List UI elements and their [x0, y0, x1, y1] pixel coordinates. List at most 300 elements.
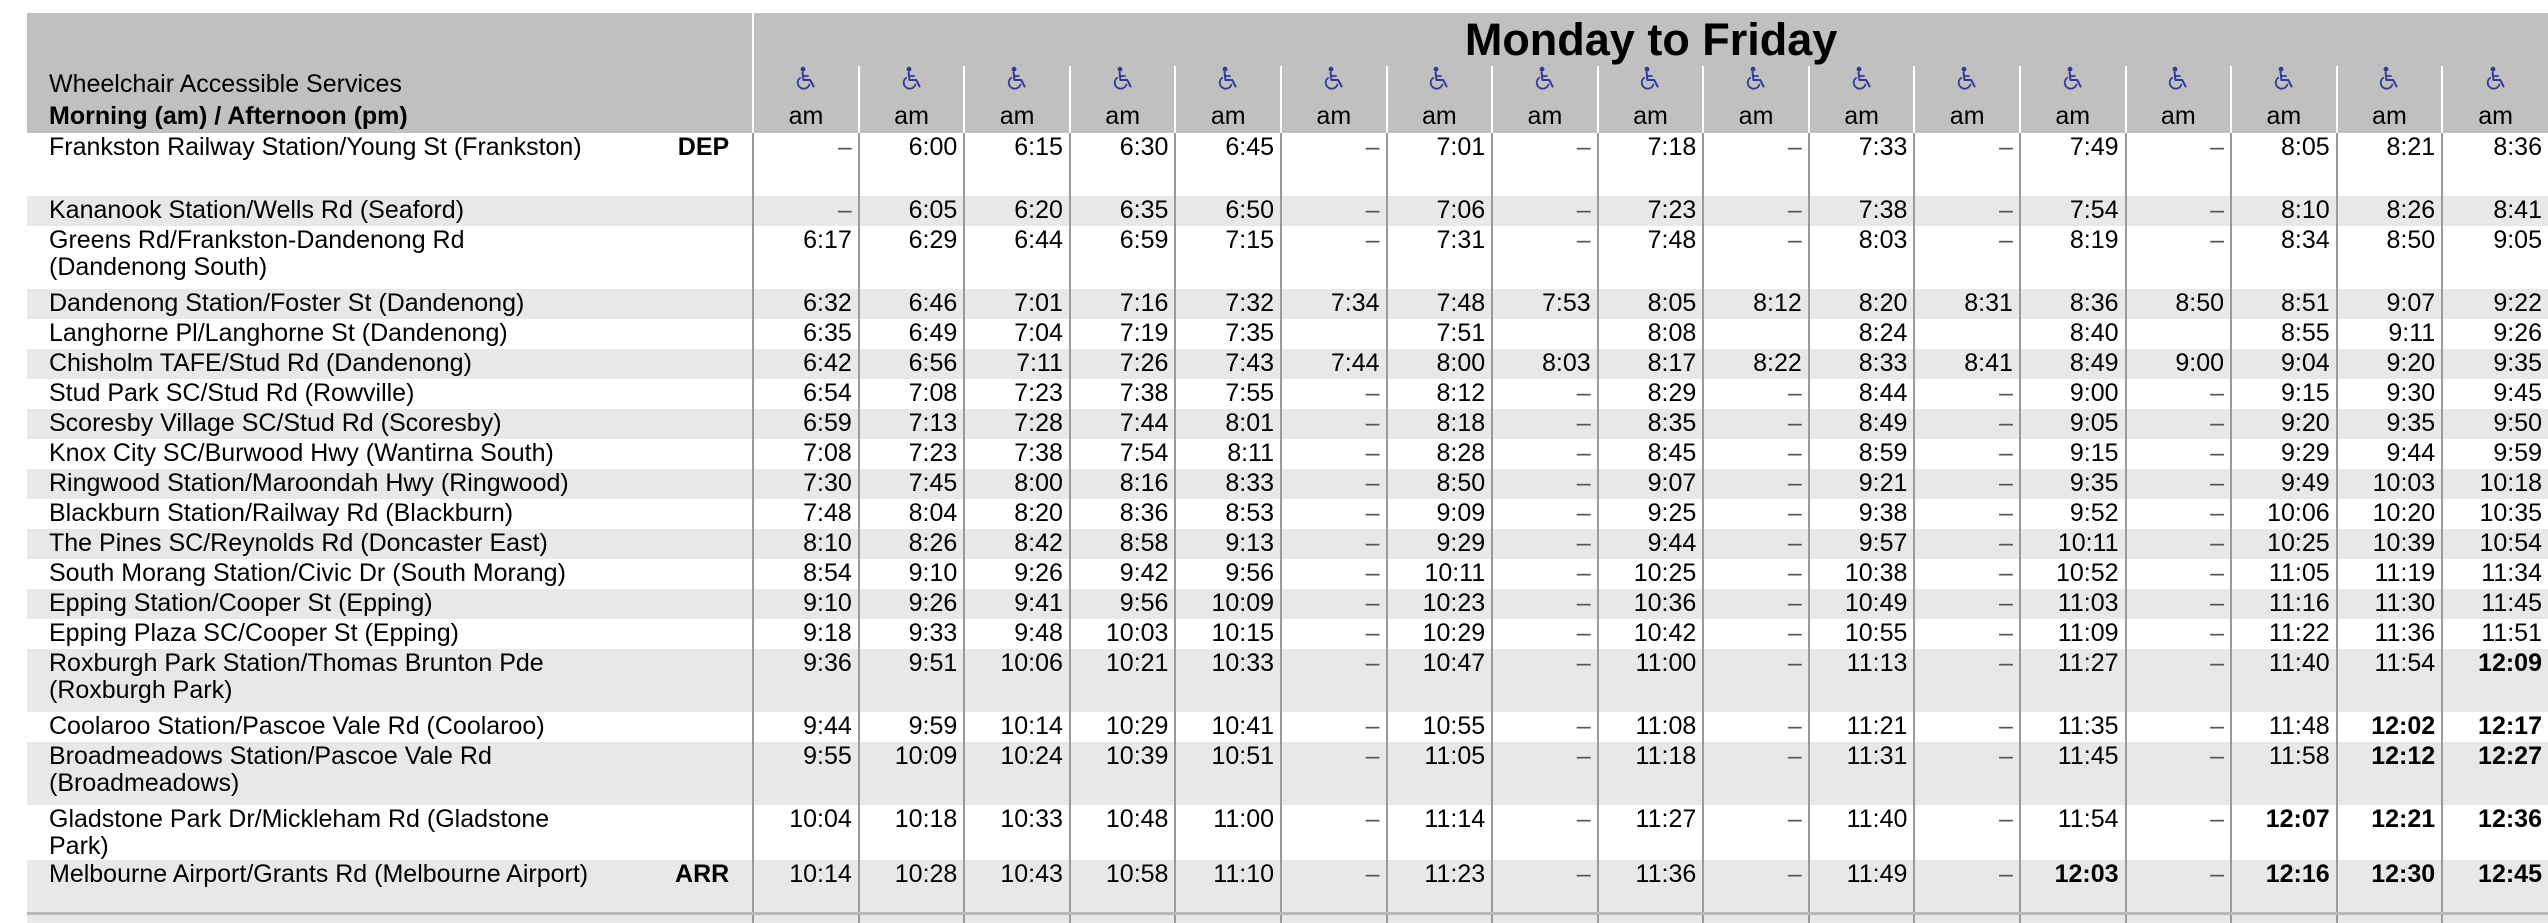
time-cell: –: [1492, 133, 1598, 196]
time-cell: 7:26: [1070, 349, 1176, 379]
time-cell: 8:03: [1492, 349, 1598, 379]
time-cell: –: [2126, 742, 2232, 805]
time-cell: [1914, 319, 2020, 349]
time-cell: 10:24: [964, 742, 1070, 805]
time-cell: –: [1914, 712, 2020, 742]
time-cell: 9:00: [2020, 379, 2126, 409]
title-row: [27, 13, 2548, 66]
arrival-flag: ARR: [675, 860, 730, 888]
time-cell: 8:08: [1598, 319, 1704, 349]
time-cell: 9:57: [1809, 529, 1915, 559]
time-cell: 7:11: [964, 349, 1070, 379]
time-cell: 9:35: [2337, 409, 2443, 439]
time-cell: 7:13: [859, 409, 965, 439]
period-cell: am: [2231, 99, 2337, 133]
title-spacer: [27, 13, 753, 66]
table-row: [27, 379, 2548, 409]
time-cell: 8:28: [1387, 439, 1493, 469]
time-cell: 12:07: [2231, 805, 2337, 860]
time-cell: 8:53: [1175, 499, 1281, 529]
time-cell: 11:05: [1387, 742, 1493, 805]
time-cell: –: [1492, 469, 1598, 499]
time-cell: –: [1281, 379, 1387, 409]
time-cell: 8:41: [1914, 349, 2020, 379]
time-cell: 11:34: [2442, 559, 2548, 589]
time-cell: 11:09: [2020, 619, 2126, 649]
time-cell: –: [1703, 499, 1809, 529]
time-cell: 8:49: [2020, 349, 2126, 379]
time-cell: –: [2126, 860, 2232, 923]
time-cell: 8:00: [964, 469, 1070, 499]
time-cell: –: [2126, 805, 2232, 860]
time-cell: –: [1703, 133, 1809, 196]
time-cell: 7:51: [1387, 319, 1493, 349]
time-cell: 9:26: [859, 589, 965, 619]
time-cell: 10:54: [2442, 529, 2548, 559]
time-cell: –: [1703, 469, 1809, 499]
stop-name: Scoresby Village SC/Stud Rd (Scoresby): [49, 409, 502, 437]
stop-name: Roxburgh Park Station/Thomas Brunton Pde (Roxburgh Park): [49, 649, 544, 704]
time-cell: 8:19: [2020, 226, 2126, 289]
time-cell: –: [1492, 649, 1598, 712]
time-cell: 9:15: [2231, 379, 2337, 409]
wheelchair-icon: [1809, 66, 1915, 99]
time-cell: –: [2126, 649, 2232, 712]
wheelchair-icon: [2231, 66, 2337, 99]
time-cell: 9:18: [753, 619, 859, 649]
time-cell: 9:41: [964, 589, 1070, 619]
time-cell: –: [1703, 226, 1809, 289]
time-cell: 9:11: [2337, 319, 2443, 349]
time-cell: 7:54: [2020, 196, 2126, 226]
wheelchair-icon: [859, 66, 965, 99]
time-cell: 6:59: [1070, 226, 1176, 289]
time-cell: 8:55: [2231, 319, 2337, 349]
time-cell: 11:00: [1175, 805, 1281, 860]
table-row: [27, 805, 2548, 860]
time-cell: 10:29: [1070, 712, 1176, 742]
time-cell: 10:41: [1175, 712, 1281, 742]
stop-name: Melbourne Airport/Grants Rd (Melbourne Airport): [49, 860, 589, 888]
time-cell: –: [1492, 196, 1598, 226]
time-cell: 9:04: [2231, 349, 2337, 379]
time-cell: 7:16: [1070, 289, 1176, 319]
time-cell: 9:09: [1387, 499, 1493, 529]
time-cell: [1281, 319, 1387, 349]
time-cell: 8:59: [1809, 439, 1915, 469]
time-cell: 6:54: [753, 379, 859, 409]
time-cell: 8:54: [753, 559, 859, 589]
stop-name: Blackburn Station/Railway Rd (Blackburn): [49, 499, 514, 527]
time-cell: 8:50: [1387, 469, 1493, 499]
time-cell: 7:48: [1598, 226, 1704, 289]
stop-name-cell: [27, 133, 753, 196]
time-cell: 10:52: [2020, 559, 2126, 589]
period-cell: am: [1281, 99, 1387, 133]
time-cell: 10:03: [1070, 619, 1176, 649]
period-cell: am: [1175, 99, 1281, 133]
wheelchair-icon: [1598, 66, 1704, 99]
period-cell: am: [1809, 99, 1915, 133]
table-row: [27, 349, 2548, 379]
time-cell: –: [1703, 805, 1809, 860]
time-cell: 10:11: [1387, 559, 1493, 589]
time-cell: –: [1492, 529, 1598, 559]
time-cell: –: [1281, 409, 1387, 439]
time-cell: 10:55: [1809, 619, 1915, 649]
time-cell: 6:29: [859, 226, 965, 289]
stop-name-cell: [27, 529, 753, 559]
time-cell: 10:42: [1598, 619, 1704, 649]
time-cell: 11:00: [1598, 649, 1704, 712]
wheelchair-icon: [1070, 66, 1176, 99]
time-cell: 10:47: [1387, 649, 1493, 712]
stop-name: Coolaroo Station/Pascoe Vale Rd (Coolaroo): [49, 712, 545, 740]
time-cell: 9:07: [1598, 469, 1704, 499]
time-cell: 9:56: [1070, 589, 1176, 619]
time-cell: 6:56: [859, 349, 965, 379]
time-cell: –: [1914, 805, 2020, 860]
stop-name: Stud Park SC/Stud Rd (Rowville): [49, 379, 415, 407]
time-cell: 10:29: [1387, 619, 1493, 649]
time-cell: 10:03: [2337, 469, 2443, 499]
time-cell: –: [1703, 589, 1809, 619]
time-cell: 9:07: [2337, 289, 2443, 319]
time-cell: 9:50: [2442, 409, 2548, 439]
time-cell: 8:00: [1387, 349, 1493, 379]
time-cell: 9:05: [2020, 409, 2126, 439]
time-cell: 11:49: [1809, 860, 1915, 923]
time-cell: 9:05: [2442, 226, 2548, 289]
time-cell: 10:23: [1387, 589, 1493, 619]
stop-name: Greens Rd/Frankston-Dandenong Rd (Dandenong South): [49, 226, 465, 281]
time-cell: –: [1914, 499, 2020, 529]
time-cell: 8:16: [1070, 469, 1176, 499]
time-cell: 9:00: [2126, 349, 2232, 379]
time-cell: 10:25: [1598, 559, 1704, 589]
time-cell: 11:36: [1598, 860, 1704, 923]
time-cell: 8:31: [1914, 289, 2020, 319]
time-cell: 7:23: [1598, 196, 1704, 226]
time-cell: 9:29: [1387, 529, 1493, 559]
time-cell: 7:38: [1070, 379, 1176, 409]
time-cell: 9:10: [753, 589, 859, 619]
time-cell: 8:49: [1809, 409, 1915, 439]
time-cell: 7:01: [964, 289, 1070, 319]
stop-name-cell: [27, 226, 753, 289]
wheelchair-icon: [753, 66, 859, 99]
time-cell: 8:36: [2020, 289, 2126, 319]
stop-name-cell: [27, 742, 753, 805]
time-cell: 7:28: [964, 409, 1070, 439]
period-cell: am: [753, 99, 859, 133]
time-cell: 8:20: [1809, 289, 1915, 319]
time-cell: –: [1492, 409, 1598, 439]
time-cell: 10:25: [2231, 529, 2337, 559]
time-cell: 7:31: [1387, 226, 1493, 289]
time-cell: 11:03: [2020, 589, 2126, 619]
time-cell: –: [1281, 226, 1387, 289]
time-cell: –: [2126, 226, 2232, 289]
time-cell: 8:17: [1598, 349, 1704, 379]
time-cell: 10:55: [1387, 712, 1493, 742]
time-cell: 9:44: [2337, 439, 2443, 469]
time-cell: 7:18: [1598, 133, 1704, 196]
time-cell: 10:14: [964, 712, 1070, 742]
time-cell: –: [1703, 409, 1809, 439]
time-cell: [2126, 319, 2232, 349]
time-cell: 11:40: [1809, 805, 1915, 860]
time-cell: –: [1914, 439, 2020, 469]
time-cell: 7:38: [1809, 196, 1915, 226]
time-cell: 8:11: [1175, 439, 1281, 469]
time-cell: –: [1492, 712, 1598, 742]
time-cell: 7:04: [964, 319, 1070, 349]
time-cell: 11:16: [2231, 589, 2337, 619]
time-cell: 10:15: [1175, 619, 1281, 649]
period-cell: am: [964, 99, 1070, 133]
time-cell: –: [1492, 439, 1598, 469]
time-cell: –: [1703, 649, 1809, 712]
time-cell: –: [1492, 805, 1598, 860]
time-cell: 7:45: [859, 469, 965, 499]
time-cell: 7:33: [1809, 133, 1915, 196]
time-cell: 12:12: [2337, 742, 2443, 805]
stop-name-cell: [27, 469, 753, 499]
time-cell: –: [1703, 742, 1809, 805]
time-cell: 8:05: [1598, 289, 1704, 319]
stop-name: South Morang Station/Civic Dr (South Morang): [49, 559, 566, 587]
time-cell: –: [1914, 379, 2020, 409]
time-cell: 9:36: [753, 649, 859, 712]
time-cell: –: [1281, 133, 1387, 196]
stop-name: Gladstone Park Dr/Mickleham Rd (Gladstone Park): [49, 805, 550, 860]
table-row: [27, 319, 2548, 349]
table-row: [27, 619, 2548, 649]
time-cell: 11:08: [1598, 712, 1704, 742]
time-cell: –: [1281, 439, 1387, 469]
time-cell: –: [1281, 559, 1387, 589]
period-cell: am: [1387, 99, 1493, 133]
time-cell: 11:19: [2337, 559, 2443, 589]
time-cell: 7:32: [1175, 289, 1281, 319]
time-cell: 8:50: [2126, 289, 2232, 319]
time-cell: 7:23: [859, 439, 965, 469]
time-cell: –: [1703, 529, 1809, 559]
time-cell: 6:32: [753, 289, 859, 319]
time-cell: 9:21: [1809, 469, 1915, 499]
time-cell: –: [1914, 860, 2020, 923]
time-cell: –: [1703, 860, 1809, 923]
time-cell: –: [2126, 559, 2232, 589]
time-cell: 8:50: [2337, 226, 2443, 289]
wheelchair-icon: [1492, 66, 1598, 99]
time-cell: 7:53: [1492, 289, 1598, 319]
time-cell: 8:36: [1070, 499, 1176, 529]
time-cell: 10:09: [1175, 589, 1281, 619]
time-cell: 9:26: [2442, 319, 2548, 349]
time-cell: 9:20: [2231, 409, 2337, 439]
time-cell: 10:38: [1809, 559, 1915, 589]
time-cell: 12:09: [2442, 649, 2548, 712]
time-cell: –: [2126, 619, 2232, 649]
table-row: [27, 742, 2548, 805]
time-cell: 8:33: [1175, 469, 1281, 499]
time-cell: 10:28: [859, 860, 965, 923]
stop-name-cell: [27, 409, 753, 439]
stop-name-cell: [27, 805, 753, 860]
stop-name: Epping Plaza SC/Cooper St (Epping): [49, 619, 459, 647]
period-cell: am: [1598, 99, 1704, 133]
stop-name: Kananook Station/Wells Rd (Seaford): [49, 196, 465, 224]
time-cell: 10:51: [1175, 742, 1281, 805]
time-cell: 11:54: [2337, 649, 2443, 712]
time-cell: –: [2126, 196, 2232, 226]
time-cell: –: [1492, 559, 1598, 589]
time-cell: 11:45: [2442, 589, 2548, 619]
time-cell: 10:33: [1175, 649, 1281, 712]
time-cell: 12:36: [2442, 805, 2548, 860]
stop-name: Chisholm TAFE/Stud Rd (Dandenong): [49, 349, 472, 377]
time-cell: 8:10: [753, 529, 859, 559]
time-cell: 9:44: [753, 712, 859, 742]
time-cell: –: [1703, 712, 1809, 742]
time-cell: 7:30: [753, 469, 859, 499]
time-cell: 7:34: [1281, 289, 1387, 319]
time-cell: 7:15: [1175, 226, 1281, 289]
time-cell: 8:40: [2020, 319, 2126, 349]
stop-name-cell: [27, 379, 753, 409]
time-cell: 7:38: [964, 439, 1070, 469]
period-cell: am: [1070, 99, 1176, 133]
stop-name: Dandenong Station/Foster St (Dandenong): [49, 289, 525, 317]
time-cell: 7:48: [753, 499, 859, 529]
period-cell: am: [1914, 99, 2020, 133]
time-cell: 9:33: [859, 619, 965, 649]
time-cell: 8:24: [1809, 319, 1915, 349]
time-cell: 6:30: [1070, 133, 1176, 196]
bottom-rule: [27, 912, 2548, 915]
stop-name-cell: [27, 649, 753, 712]
time-cell: 8:58: [1070, 529, 1176, 559]
stop-name: Broadmeadows Station/Pascoe Vale Rd (Broadmeadows): [49, 742, 492, 797]
time-cell: 8:10: [2231, 196, 2337, 226]
time-cell: 12:16: [2231, 860, 2337, 923]
stop-name-cell: [27, 499, 753, 529]
wheelchair-icon: [2126, 66, 2232, 99]
time-cell: 6:44: [964, 226, 1070, 289]
time-cell: –: [1281, 529, 1387, 559]
wheelchair-icon: [2442, 66, 2548, 99]
table-row: [27, 469, 2548, 499]
time-cell: 8:18: [1387, 409, 1493, 439]
time-cell: –: [2126, 712, 2232, 742]
time-cell: –: [1914, 409, 2020, 439]
time-cell: –: [1914, 742, 2020, 805]
time-cell: 11:10: [1175, 860, 1281, 923]
time-cell: 8:36: [2442, 133, 2548, 196]
time-cell: 9:29: [2231, 439, 2337, 469]
stop-name-cell: [27, 289, 753, 319]
time-cell: 10:11: [2020, 529, 2126, 559]
time-cell: [1703, 319, 1809, 349]
time-cell: 6:17: [753, 226, 859, 289]
time-cell: 12:02: [2337, 712, 2443, 742]
time-cell: 11:51: [2442, 619, 2548, 649]
time-cell: 9:22: [2442, 289, 2548, 319]
wheelchair-icon: [1281, 66, 1387, 99]
time-cell: 8:45: [1598, 439, 1704, 469]
time-cell: 11:30: [2337, 589, 2443, 619]
time-cell: –: [2126, 379, 2232, 409]
time-cell: 12:03: [2020, 860, 2126, 923]
time-cell: 6:59: [753, 409, 859, 439]
time-cell: 8:05: [2231, 133, 2337, 196]
time-cell: 9:38: [1809, 499, 1915, 529]
time-cell: 8:01: [1175, 409, 1281, 439]
stop-name: The Pines SC/Reynolds Rd (Doncaster East): [49, 529, 548, 557]
time-cell: 11:13: [1809, 649, 1915, 712]
time-cell: 9:35: [2442, 349, 2548, 379]
time-cell: 8:22: [1703, 349, 1809, 379]
time-cell: –: [1492, 226, 1598, 289]
time-cell: –: [1281, 196, 1387, 226]
time-cell: 8:35: [1598, 409, 1704, 439]
time-cell: 10:36: [1598, 589, 1704, 619]
time-cell: 10:14: [753, 860, 859, 923]
stop-name-cell: [27, 439, 753, 469]
period-cell: am: [2020, 99, 2126, 133]
time-cell: 8:12: [1387, 379, 1493, 409]
time-cell: –: [1703, 619, 1809, 649]
time-cell: 8:44: [1809, 379, 1915, 409]
time-cell: –: [1914, 619, 2020, 649]
table-row: [27, 133, 2548, 196]
time-cell: 7:44: [1281, 349, 1387, 379]
time-cell: 11:27: [1598, 805, 1704, 860]
stop-name-cell: [27, 589, 753, 619]
period-cell: am: [1492, 99, 1598, 133]
time-cell: –: [1914, 133, 2020, 196]
time-cell: 11:05: [2231, 559, 2337, 589]
wheelchair-icon: [1703, 66, 1809, 99]
time-cell: 11:54: [2020, 805, 2126, 860]
time-cell: 11:48: [2231, 712, 2337, 742]
time-cell: 9:49: [2231, 469, 2337, 499]
table-row: [27, 649, 2548, 712]
time-cell: 11:14: [1387, 805, 1493, 860]
time-cell: 9:45: [2442, 379, 2548, 409]
time-cell: –: [2126, 589, 2232, 619]
time-cell: 11:36: [2337, 619, 2443, 649]
table-row: [27, 226, 2548, 289]
time-cell: –: [1703, 379, 1809, 409]
time-cell: –: [1281, 619, 1387, 649]
time-cell: 6:45: [1175, 133, 1281, 196]
time-cell: 8:26: [2337, 196, 2443, 226]
time-cell: 6:15: [964, 133, 1070, 196]
time-cell: 7:08: [753, 439, 859, 469]
time-cell: –: [1492, 619, 1598, 649]
time-cell: –: [1281, 712, 1387, 742]
time-cell: 9:48: [964, 619, 1070, 649]
time-cell: 7:48: [1387, 289, 1493, 319]
time-cell: 10:06: [964, 649, 1070, 712]
wheelchair-icon: [2020, 66, 2126, 99]
table-row: [27, 712, 2548, 742]
time-cell: –: [1703, 196, 1809, 226]
table-row: [27, 196, 2548, 226]
